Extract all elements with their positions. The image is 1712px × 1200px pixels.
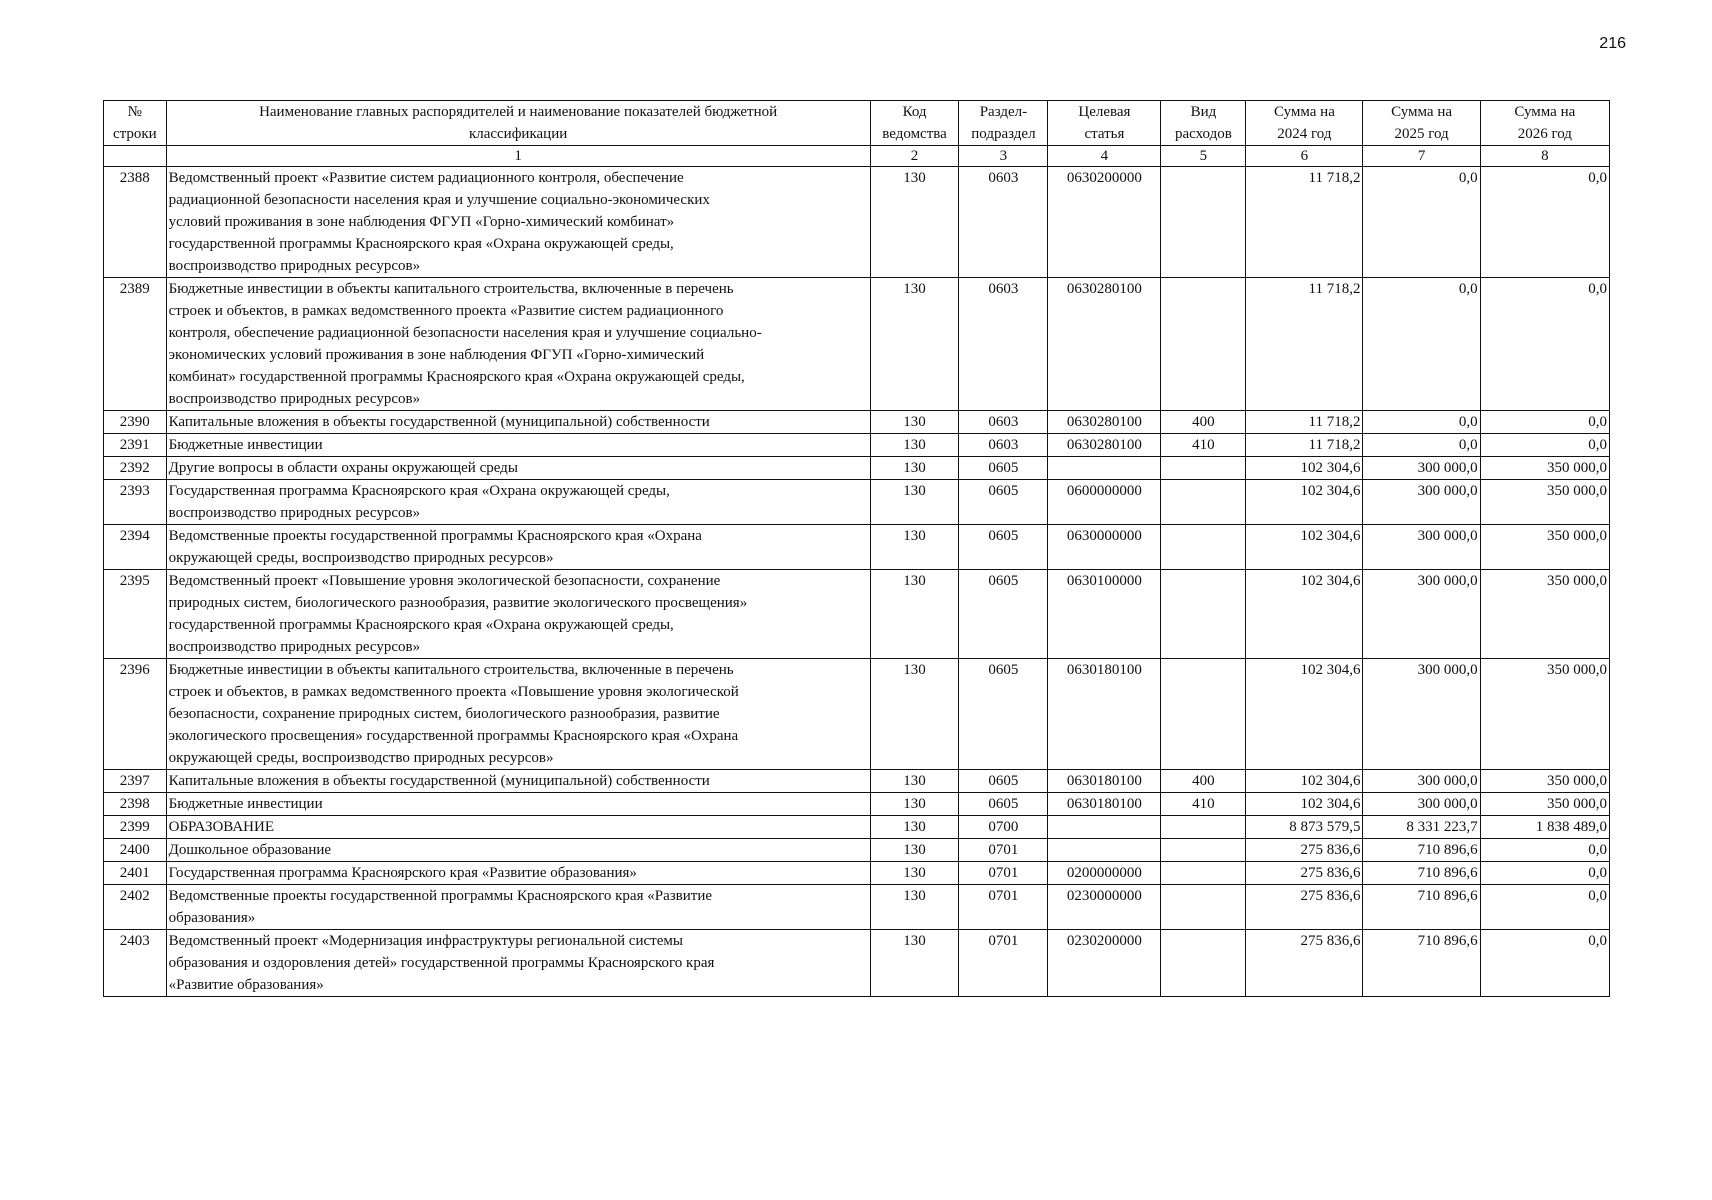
row-number-cell: 2390 — [104, 411, 167, 434]
row-number-cell: 2397 — [104, 770, 167, 793]
row-name-cell: Ведомственные проекты государственной программы Красноярского края «Охрана окружающей среды, воспроизводство природных ресурсов» — [166, 525, 870, 570]
table-row — [104, 434, 1610, 457]
row-expense-type-cell — [1161, 525, 1246, 570]
row-expense-type-cell: 400 — [1161, 411, 1246, 434]
row-sum-2025-cell: 300 000,0 — [1363, 525, 1480, 570]
row-sum-2024-cell: 8 873 579,5 — [1246, 816, 1363, 839]
row-name-cell: Бюджетные инвестиции в объекты капитального строительства, включенные в перечень строек и объектов, в рамках ведомственного проекта «Развитие систем радиационного контроля, обеспечение радиационной безопасности населения края и улучшение социально- экономических условий проживания в зоне наблюдения ФГУП «Горно-химический комбинат» государственной программы Красноярского края «Охрана окружающей среды, воспроизводство природных ресурсов» — [166, 278, 870, 411]
row-sum-2026-cell: 0,0 — [1480, 434, 1609, 457]
row-section-cell: 0603 — [959, 434, 1048, 457]
row-sum-2025-cell: 300 000,0 — [1363, 480, 1480, 525]
row-sum-2026-cell: 350 000,0 — [1480, 793, 1609, 816]
column-index-cell: 4 — [1048, 146, 1161, 167]
table-row — [104, 862, 1610, 885]
row-name-cell: Ведомственные проекты государственной программы Красноярского края «Развитие образования» — [166, 885, 870, 930]
row-dept-code-cell: 130 — [870, 434, 959, 457]
header-sum-2025: Сумма на 2025 год — [1363, 101, 1480, 146]
row-dept-code-cell: 130 — [870, 793, 959, 816]
row-name-cell: Другие вопросы в области охраны окружающей среды — [166, 457, 870, 480]
row-sum-2026-cell: 0,0 — [1480, 278, 1609, 411]
row-number-cell: 2399 — [104, 816, 167, 839]
row-section-cell: 0605 — [959, 570, 1048, 659]
row-sum-2026-cell: 350 000,0 — [1480, 770, 1609, 793]
row-target-article-cell: 0230200000 — [1048, 930, 1161, 997]
row-expense-type-cell — [1161, 480, 1246, 525]
column-index-cell: 5 — [1161, 146, 1246, 167]
row-number-cell: 2403 — [104, 930, 167, 997]
row-sum-2026-cell: 0,0 — [1480, 885, 1609, 930]
row-dept-code-cell: 130 — [870, 930, 959, 997]
row-expense-type-cell — [1161, 862, 1246, 885]
row-target-article-cell: 0630180100 — [1048, 659, 1161, 770]
row-sum-2025-cell: 300 000,0 — [1363, 659, 1480, 770]
table-row — [104, 278, 1610, 411]
row-sum-2024-cell: 102 304,6 — [1246, 457, 1363, 480]
row-number-cell: 2391 — [104, 434, 167, 457]
row-number-cell: 2398 — [104, 793, 167, 816]
row-target-article-cell: 0630000000 — [1048, 525, 1161, 570]
header-dept-code: Код ведомства — [870, 101, 959, 146]
row-section-cell: 0701 — [959, 839, 1048, 862]
row-sum-2025-cell: 0,0 — [1363, 434, 1480, 457]
row-section-cell: 0700 — [959, 816, 1048, 839]
row-dept-code-cell: 130 — [870, 411, 959, 434]
column-index-cell: 6 — [1246, 146, 1363, 167]
row-sum-2026-cell: 350 000,0 — [1480, 457, 1609, 480]
row-expense-type-cell — [1161, 885, 1246, 930]
row-dept-code-cell: 130 — [870, 770, 959, 793]
row-name-cell: Ведомственный проект «Повышение уровня экологической безопасности, сохранение природных систем, биологического разнообразия, развитие экологического просвещения» государственной программы Красноярского края «Охрана окружающей среды, воспроизводство природных ресурсов» — [166, 570, 870, 659]
table-row — [104, 885, 1610, 930]
row-sum-2025-cell: 0,0 — [1363, 278, 1480, 411]
row-name-cell: Капитальные вложения в объекты государственной (муниципальной) собственности — [166, 770, 870, 793]
row-section-cell: 0605 — [959, 457, 1048, 480]
row-expense-type-cell — [1161, 930, 1246, 997]
row-sum-2026-cell: 350 000,0 — [1480, 525, 1609, 570]
row-expense-type-cell — [1161, 457, 1246, 480]
row-name-cell: Государственная программа Красноярского края «Развитие образования» — [166, 862, 870, 885]
column-index-row — [104, 146, 1610, 167]
row-sum-2026-cell: 1 838 489,0 — [1480, 816, 1609, 839]
row-sum-2025-cell: 710 896,6 — [1363, 930, 1480, 997]
row-sum-2024-cell: 275 836,6 — [1246, 930, 1363, 997]
column-index-cell: 2 — [870, 146, 959, 167]
row-name-cell: ОБРАЗОВАНИЕ — [166, 816, 870, 839]
row-expense-type-cell: 410 — [1161, 434, 1246, 457]
row-section-cell: 0701 — [959, 930, 1048, 997]
row-sum-2024-cell: 102 304,6 — [1246, 525, 1363, 570]
row-target-article-cell — [1048, 457, 1161, 480]
table-row — [104, 770, 1610, 793]
row-name-cell: Ведомственный проект «Развитие систем радиационного контроля, обеспечение радиационной безопасности населения края и улучшение социально-экономических условий проживания в зоне наблюдения ФГУП «Горно-химический комбинат» государственной программы Красноярского края «Охрана окружающей среды, воспроизводство природных ресурсов» — [166, 167, 870, 278]
row-sum-2025-cell: 710 896,6 — [1363, 839, 1480, 862]
column-index-cell: 1 — [166, 146, 870, 167]
row-dept-code-cell: 130 — [870, 862, 959, 885]
page-number: 216 — [1599, 35, 1626, 52]
row-target-article-cell: 0630280100 — [1048, 411, 1161, 434]
table-row — [104, 480, 1610, 525]
row-target-article-cell — [1048, 816, 1161, 839]
row-sum-2024-cell: 102 304,6 — [1246, 770, 1363, 793]
row-dept-code-cell: 130 — [870, 659, 959, 770]
row-expense-type-cell: 400 — [1161, 770, 1246, 793]
row-target-article-cell — [1048, 839, 1161, 862]
table-header — [104, 101, 1610, 167]
row-section-cell: 0605 — [959, 770, 1048, 793]
table-body — [104, 167, 1610, 997]
row-sum-2024-cell: 102 304,6 — [1246, 659, 1363, 770]
row-sum-2024-cell: 11 718,2 — [1246, 167, 1363, 278]
row-section-cell: 0605 — [959, 659, 1048, 770]
row-sum-2025-cell: 0,0 — [1363, 167, 1480, 278]
row-expense-type-cell: 410 — [1161, 793, 1246, 816]
row-name-cell: Бюджетные инвестиции — [166, 434, 870, 457]
table-row — [104, 457, 1610, 480]
row-section-cell: 0603 — [959, 278, 1048, 411]
row-sum-2025-cell: 300 000,0 — [1363, 793, 1480, 816]
row-section-cell: 0701 — [959, 862, 1048, 885]
row-sum-2024-cell: 11 718,2 — [1246, 411, 1363, 434]
row-name-cell: Дошкольное образование — [166, 839, 870, 862]
row-number-cell: 2396 — [104, 659, 167, 770]
row-target-article-cell: 0630180100 — [1048, 793, 1161, 816]
row-sum-2026-cell: 0,0 — [1480, 839, 1609, 862]
row-sum-2024-cell: 11 718,2 — [1246, 434, 1363, 457]
row-target-article-cell: 0200000000 — [1048, 862, 1161, 885]
row-number-cell: 2395 — [104, 570, 167, 659]
header-expense-type: Вид расходов — [1161, 101, 1246, 146]
row-sum-2025-cell: 300 000,0 — [1363, 570, 1480, 659]
table-row — [104, 570, 1610, 659]
row-target-article-cell: 0630100000 — [1048, 570, 1161, 659]
row-expense-type-cell — [1161, 570, 1246, 659]
row-dept-code-cell: 130 — [870, 480, 959, 525]
table-row — [104, 659, 1610, 770]
row-target-article-cell: 0230000000 — [1048, 885, 1161, 930]
header-target-article: Целевая статья — [1048, 101, 1161, 146]
row-target-article-cell: 0600000000 — [1048, 480, 1161, 525]
row-sum-2026-cell: 350 000,0 — [1480, 570, 1609, 659]
row-section-cell: 0605 — [959, 793, 1048, 816]
row-sum-2024-cell: 275 836,6 — [1246, 885, 1363, 930]
row-sum-2025-cell: 710 896,6 — [1363, 885, 1480, 930]
row-number-cell: 2402 — [104, 885, 167, 930]
header-sum-2026: Сумма на 2026 год — [1480, 101, 1609, 146]
row-sum-2025-cell: 300 000,0 — [1363, 457, 1480, 480]
table-row — [104, 525, 1610, 570]
row-sum-2026-cell: 0,0 — [1480, 411, 1609, 434]
row-sum-2024-cell: 102 304,6 — [1246, 480, 1363, 525]
row-expense-type-cell — [1161, 839, 1246, 862]
row-sum-2025-cell: 300 000,0 — [1363, 770, 1480, 793]
row-sum-2025-cell: 0,0 — [1363, 411, 1480, 434]
row-sum-2026-cell: 0,0 — [1480, 930, 1609, 997]
row-dept-code-cell: 130 — [870, 885, 959, 930]
row-name-cell: Бюджетные инвестиции в объекты капитального строительства, включенные в перечень строек и объектов, в рамках ведомственного проекта «Повышение уровня экологической безопасности, сохранение природных систем, биологического разнообразия, развитие экологического просвещения» государственной программы Красноярского края «Охрана окружающей среды, воспроизводство природных ресурсов» — [166, 659, 870, 770]
row-number-cell: 2393 — [104, 480, 167, 525]
row-number-cell: 2401 — [104, 862, 167, 885]
budget-table — [103, 100, 1610, 997]
row-sum-2026-cell: 350 000,0 — [1480, 659, 1609, 770]
header-row-number: № строки — [104, 101, 167, 146]
row-expense-type-cell — [1161, 659, 1246, 770]
row-target-article-cell: 0630200000 — [1048, 167, 1161, 278]
header-name: Наименование главных распорядителей и наименование показателей бюджетной классификации — [166, 101, 870, 146]
table-row — [104, 930, 1610, 997]
header-sum-2024: Сумма на 2024 год — [1246, 101, 1363, 146]
row-dept-code-cell: 130 — [870, 525, 959, 570]
row-sum-2024-cell: 102 304,6 — [1246, 570, 1363, 659]
row-section-cell: 0603 — [959, 411, 1048, 434]
row-section-cell: 0605 — [959, 525, 1048, 570]
table-row — [104, 793, 1610, 816]
row-sum-2026-cell: 0,0 — [1480, 167, 1609, 278]
row-sum-2024-cell: 11 718,2 — [1246, 278, 1363, 411]
row-dept-code-cell: 130 — [870, 278, 959, 411]
row-sum-2025-cell: 710 896,6 — [1363, 862, 1480, 885]
row-target-article-cell: 0630280100 — [1048, 278, 1161, 411]
row-target-article-cell: 0630280100 — [1048, 434, 1161, 457]
row-expense-type-cell — [1161, 278, 1246, 411]
column-index-cell: 7 — [1363, 146, 1480, 167]
row-number-cell: 2392 — [104, 457, 167, 480]
row-dept-code-cell: 130 — [870, 839, 959, 862]
column-index-cell: 8 — [1480, 146, 1609, 167]
row-sum-2026-cell: 350 000,0 — [1480, 480, 1609, 525]
row-dept-code-cell: 130 — [870, 816, 959, 839]
row-sum-2026-cell: 0,0 — [1480, 862, 1609, 885]
row-number-cell: 2400 — [104, 839, 167, 862]
row-sum-2024-cell: 102 304,6 — [1246, 793, 1363, 816]
row-name-cell: Капитальные вложения в объекты государственной (муниципальной) собственности — [166, 411, 870, 434]
row-expense-type-cell — [1161, 816, 1246, 839]
row-sum-2024-cell: 275 836,6 — [1246, 839, 1363, 862]
row-dept-code-cell: 130 — [870, 167, 959, 278]
table-row — [104, 167, 1610, 278]
row-number-cell: 2394 — [104, 525, 167, 570]
row-dept-code-cell: 130 — [870, 570, 959, 659]
column-index-cell — [104, 146, 167, 167]
table-row — [104, 839, 1610, 862]
row-target-article-cell: 0630180100 — [1048, 770, 1161, 793]
row-section-cell: 0603 — [959, 167, 1048, 278]
row-sum-2025-cell: 8 331 223,7 — [1363, 816, 1480, 839]
row-name-cell: Государственная программа Красноярского края «Охрана окружающей среды, воспроизводство природных ресурсов» — [166, 480, 870, 525]
row-number-cell: 2389 — [104, 278, 167, 411]
column-index-cell: 3 — [959, 146, 1048, 167]
row-expense-type-cell — [1161, 167, 1246, 278]
table-row — [104, 816, 1610, 839]
row-number-cell: 2388 — [104, 167, 167, 278]
row-name-cell: Бюджетные инвестиции — [166, 793, 870, 816]
row-dept-code-cell: 130 — [870, 457, 959, 480]
row-section-cell: 0701 — [959, 885, 1048, 930]
row-section-cell: 0605 — [959, 480, 1048, 525]
header-row — [104, 101, 1610, 146]
row-sum-2024-cell: 275 836,6 — [1246, 862, 1363, 885]
table-row — [104, 411, 1610, 434]
row-name-cell: Ведомственный проект «Модернизация инфраструктуры региональной системы образования и оздоровления детей» государственной программы Красноярского края «Развитие образования» — [166, 930, 870, 997]
header-section: Раздел- подраздел — [959, 101, 1048, 146]
